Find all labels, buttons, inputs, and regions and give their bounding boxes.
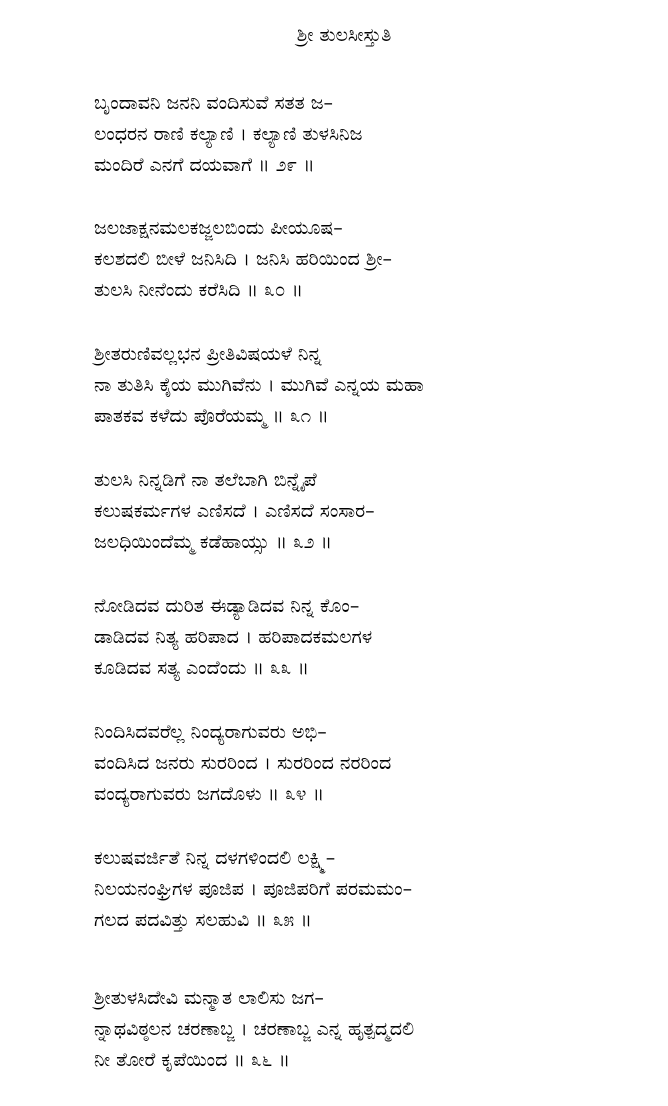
verse-line: ತುಲಸಿ ನಿನ್ನಡಿಗೆ ನಾ ತಲೆಬಾಗಿ ಬಿನ್ನೈಪೆ	[94, 469, 317, 491]
verse-line: ಡಾಡಿದವ ನಿತ್ಯ ಹರಿಪಾದ । ಹರಿಪಾದಕಮಲಗಳ	[94, 626, 373, 648]
verse-line: ಗಲದ ಪದವಿತ್ತು ಸಲಹುವಿ ॥ ೩೫ ॥	[94, 909, 312, 931]
stanza-5	[94, 591, 654, 684]
verse-line: ನಾ ತುತಿಸಿ ಕೈಯ ಮುಗಿವೆನು । ಮುಗಿವೆ ಎನ್ನಯ ಮಹಾ	[94, 374, 424, 396]
verse-line: ನೋಡಿದವ ದುರಿತ ಈಡ್ಯಾಡಿದವ ನಿನ್ನ ಕೊಂ–	[94, 595, 360, 617]
verse-line: ಕಲುಷವರ್ಜಿತೆ ನಿನ್ನ ದಳಗಳಿಂದಲಿ ಲಕ್ಷ್ಮಿ–	[94, 847, 336, 869]
verse-line: ಕಲುಷಕರ್ಮಗಳ ಎಣಿಸದೆ । ಎಣಿಸದೆ ಸಂಸಾರ–	[94, 500, 375, 522]
page-title: ಶ್ರೀ ತುಲಸೀಸ್ತುತಿ	[296, 24, 392, 46]
verse-line: ನಿಂದಿಸಿದವರೆಲ್ಲ ನಿಂದ್ಯರಾಗುವರು ಅಭಿ–	[94, 721, 327, 743]
verse-line: ಶ್ರೀತರುಣಿವಲ್ಲಭನ ಪ್ರೀತಿವಿಷಯಳೆ ನಿನ್ನ	[94, 343, 322, 365]
stanza-8	[94, 983, 654, 1076]
verse-line: ನೀ ತೋರೆ ಕೃಪೆಯಿಂದ ॥ ೩೬ ॥	[94, 1049, 290, 1071]
verse-line: ಜಲಜಾಕ್ಷನಮಲಕಜ್ಜಲಬಿಂದು ಪೀಯೂಷ–	[94, 217, 343, 239]
verse-line: ವಂದಿಸಿದ ಜನರು ಸುರರಿಂದ । ಸುರರಿಂದ ನರರಿಂದ	[94, 752, 392, 774]
stanza-3	[94, 339, 654, 432]
verse-line: ಲಂಧರನ ರಾಣಿ ಕಲ್ಯಾಣಿ । ಕಲ್ಯಾಣಿ ತುಳಸಿನಿಜ	[94, 123, 363, 145]
stanza-4	[94, 465, 654, 558]
stanza-6	[94, 717, 654, 810]
stanza-1	[94, 88, 654, 181]
verse-line: ಕೂಡಿದವ ಸತ್ಯ ಎಂದೆಂದು ॥ ೩೩ ॥	[94, 657, 309, 679]
verse-line: ನ್ನಾಥವಿಠ್ಠಲನ ಚರಣಾಬ್ಜ । ಚರಣಾಬ್ಜ ಎನ್ನ ಹೃತ್ಪದ್ಮದಲಿ	[94, 1018, 415, 1040]
verse-line: ಜಲಧಿಯಿಂದೆಮ್ಮ ಕಡೆಹಾಯ್ಸು ॥ ೩೨ ॥	[94, 531, 332, 553]
verse-line: ಪಾತಕವ ಕಳೆದು ಪೊರೆಯಮ್ಮ ॥ ೩೧ ॥	[94, 405, 329, 427]
stanza-7	[94, 843, 654, 936]
stanza-2	[94, 213, 654, 306]
verse-line: ವಂದ್ಯರಾಗುವರು ಜಗದೊಳು ॥ ೩೪ ॥	[94, 783, 325, 805]
verse-line: ಶ್ರೀತುಳಸಿದೇವಿ ಮನ್ಮಾತ ಲಾಲಿಸು ಜಗ–	[94, 987, 324, 1009]
verse-line: ಬೃಂದಾವನಿ ಜನನಿ ವಂದಿಸುವೆ ಸತತ ಜ–	[94, 92, 333, 114]
verse-line: ತುಲಸಿ ನೀನೆಂದು ಕರೆಸಿದಿ ॥ ೩೦ ॥	[94, 279, 303, 301]
verse-line: ಮಂದಿರೆ ಎನಗೆ ದಯವಾಗೆ ॥ ೨೯ ॥	[94, 154, 315, 176]
verse-line: ನಿಲಯನಂಘ್ರಿಗಳ ಪೂಜಿಪ । ಪೂಜಿಪರಿಗೆ ಪರಮಮಂ–	[94, 878, 413, 900]
verse-line: ಕಲಶದಲಿ ಬೀಳೆ ಜನಿಸಿದಿ । ಜನಿಸಿ ಹರಿಯಿಂದ ಶ್ರೀ–	[94, 248, 393, 270]
